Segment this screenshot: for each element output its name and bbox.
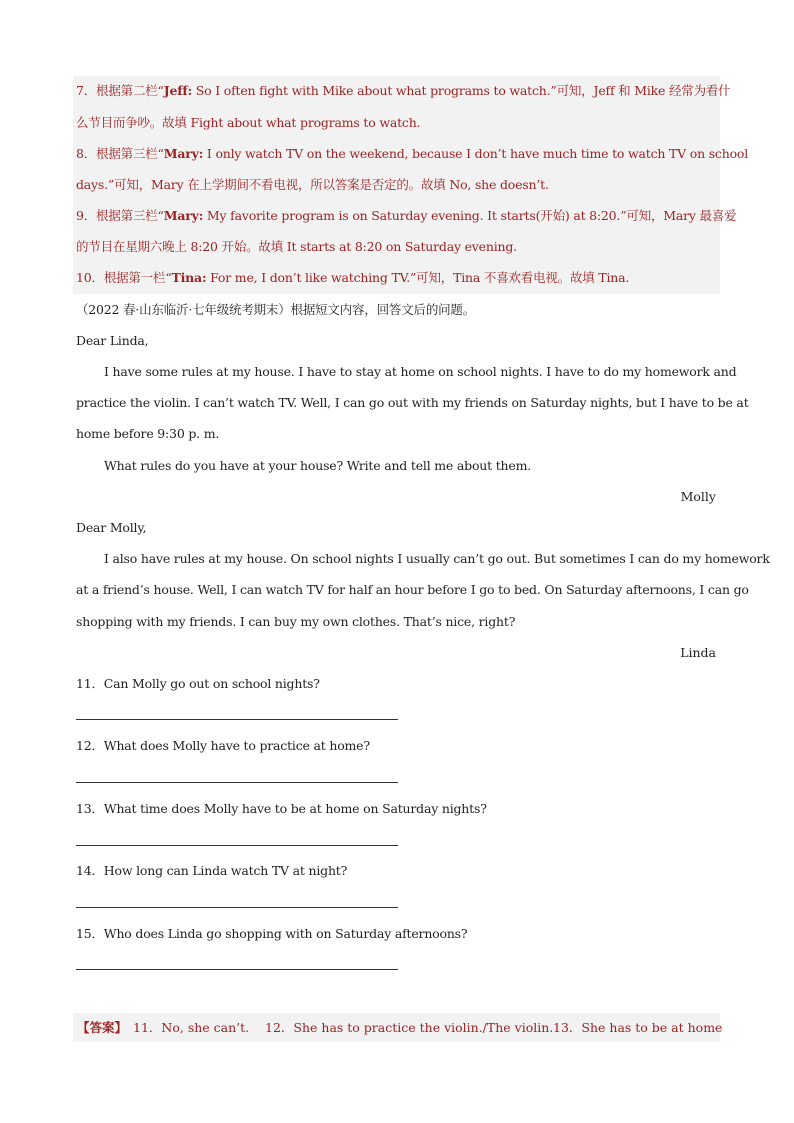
question-13: 13．What time does Molly have to be at home on Saturday nights? — [76, 801, 487, 816]
source-line: （2022 春·山东临沂·七年级统考期末）根据短文内容，回答文后的问题。 — [76, 302, 476, 317]
letter2-paragraph-line2: at a friend’s house. Well, I can watch TV for half an hour before I go to bed. On Saturday afternoons, I can go — [76, 582, 749, 597]
answer-blank-14[interactable] — [76, 907, 398, 908]
letter2-signature: Linda — [680, 645, 716, 660]
letter1-paragraph2: What rules do you have at your house? Write and tell me about them. — [104, 458, 532, 473]
answer-key-block — [73, 1013, 723, 1042]
explanation-8-line1: 8．根据第三栏“Mary: I only watch TV on the weekend, because I don’t have much time to watch TV on school — [76, 146, 749, 161]
letter1-paragraph-line2: practice the violin. I can’t watch TV. Well, I can go out with my friends on Saturday nights, but I have to be at — [76, 395, 749, 410]
explanation-7-line1: 7．根据第二栏“Jeff: So I often fight with Mike about what programs to watch.”可知，Jeff 和 Mike 经常为看什 — [76, 83, 731, 98]
answer-12: 12．She has to practice the violin./The violin. — [265, 1020, 554, 1035]
answer-blank-13[interactable] — [76, 845, 398, 846]
explanation-7-line2: 么节目而争吵。故填 Fight about what programs to watch. — [76, 115, 421, 130]
explanation-9-line2: 的节目在星期六晚上 8:20 开始。故填 It starts at 8:20 on Saturday evening. — [76, 239, 517, 254]
answer-11: 11．No, she can’t. — [133, 1020, 250, 1035]
explanation-9-line1: 9．根据第三栏“Mary: My favorite program is on Saturday evening. It starts(开始) at 8:20.”可知，Mary 最喜爱 — [76, 208, 737, 223]
question-12: 12．What does Molly have to practice at home? — [76, 738, 370, 753]
explanation-10-line1: 10．根据第一栏“Tina: For me, I don’t like watching TV.”可知，Tina 不喜欢看电视。故填 Tina. — [76, 270, 630, 285]
answer-blank-11[interactable] — [76, 719, 398, 720]
answer-label: 【答案】 — [77, 1020, 128, 1035]
letter1-paragraph-line3: home before 9:30 p. m. — [76, 426, 220, 441]
letter1-greeting: Dear Linda, — [76, 333, 149, 348]
explanation-8-line2: days.”可知，Mary 在上学期间不看电视，所以答案是否定的。故填 No, she doesn’t. — [76, 177, 549, 192]
letter1-signature: Molly — [680, 489, 716, 504]
letter2-greeting: Dear Molly, — [76, 520, 147, 535]
answer-13: 13．She has to be at home — [553, 1020, 723, 1035]
letter2-paragraph-line3: shopping with my friends. I can buy my own clothes. That’s nice, right? — [76, 614, 516, 629]
letter1-paragraph-line1: I have some rules at my house. I have to stay at home on school nights. I have to do my homework and — [104, 364, 737, 379]
answer-blank-15[interactable] — [76, 969, 398, 970]
question-15: 15．Who does Linda go shopping with on Saturday afternoons? — [76, 926, 468, 941]
question-14: 14．How long can Linda watch TV at night? — [76, 863, 348, 878]
letter2-paragraph-line1: I also have rules at my house. On school nights I usually can’t go out. But sometimes I can do my homework — [104, 551, 770, 566]
answer-blank-12[interactable] — [76, 782, 398, 783]
question-11: 11．Can Molly go out on school nights? — [76, 676, 320, 691]
